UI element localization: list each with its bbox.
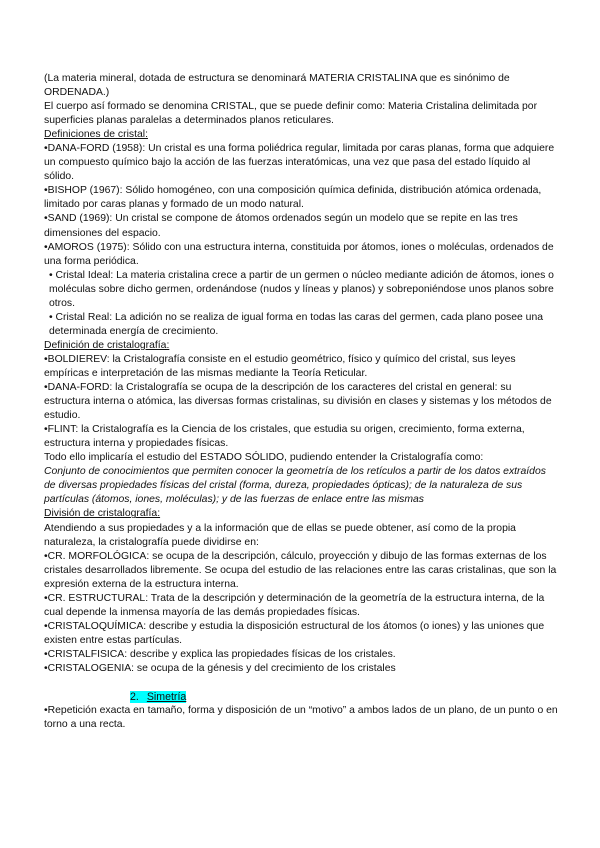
cristal-real: • Cristal Real: La adición no se realiza de igual forma en todas las caras del germen, cada plano posee una determinada energía de crecimiento. bbox=[49, 311, 544, 337]
definition-sand: •SAND (1969): Un cristal se compone de átomos ordenados según un modelo que se repite en las tres dimensiones del espacio. bbox=[44, 213, 518, 239]
definition-amoros: •AMOROS (1975): Sólido con una estructura interna, constituida por átomos, iones o moléculas, ordenados de una forma periódica. bbox=[44, 241, 554, 267]
division-cristalfisica: •CRISTALFISICA: describe y explica las propiedades físicas de los cristales. bbox=[44, 648, 396, 660]
intro-paragraph-cristal: El cuerpo así formado se denomina CRISTAL, que se puede definir como: Materia Cristalina delimitada por superficies planas paralelas a determinados planos reticulares. bbox=[44, 101, 538, 127]
division-morfologica: •CR. MORFOLÓGICA: se ocupa de la descripción, cálculo, proyección y dibujo de las formas externas de los cristales desarrollados libremente. Se ocupa del estudio de las relaciones entre las caras cristalinas, que son la expresión externa de la estructura interna. bbox=[44, 550, 557, 590]
cristal-ideal: • Cristal Ideal: La materia cristalina crece a partir de un germen o núcleo mediante adición de átomos, iones o moléculas sobre dicho germen, ordenándose (nudos y líneas y planos) y sobreponiéndose unos planos sobre otros. bbox=[49, 269, 554, 309]
definition-dana-ford: •DANA-FORD (1958): Un cristal es una forma poliédrica regular, limitada por caras planas, forma que adquiere un compuesto químico bajo la acción de las fuerzas interatómicas, una vez que pasa del estado líquido al sólido. bbox=[44, 143, 555, 183]
section-highlight bbox=[130, 691, 186, 703]
heading-definiciones-cristal: Definiciones de cristal: bbox=[44, 129, 148, 141]
intro-paragraph-materia: (La materia mineral, dotada de estructura se denominará MATERIA CRISTALINA que es sinónimo de ORDENADA.) bbox=[44, 73, 510, 99]
conjunto-italic-paragraph: Conjunto de conocimientos que permiten conocer la geometría de los retículos a partir de los datos extraídos de diversas propiedades físicas del cristal (forma, dureza, propiedades ópticas); de la naturaleza de sus partículas (átomos, iones, moléculas); y de las fuerzas de enlace entre las mismas bbox=[44, 466, 546, 506]
document-page bbox=[44, 72, 559, 732]
division-cristalogenia: •CRISTALOGENIA: se ocupa de la génesis y del crecimiento de los cristales bbox=[44, 662, 396, 674]
atendiendo-paragraph: Atendiendo a sus propiedades y a la información que de ellas se puede obtener, así como de la propia naturaleza, la cristalografía puede dividirse en: bbox=[44, 522, 516, 548]
section-title: Simetría bbox=[146, 691, 187, 704]
section-heading-simetria bbox=[44, 690, 559, 704]
section-number: 2. bbox=[130, 691, 139, 704]
definition-bishop: •BISHOP (1967): Sólido homogéneo, con una composición química definida, distribución atómica ordenada, limitado por caras planas y formado de un modo natural. bbox=[44, 185, 542, 211]
definition-boldierev: •BOLDIEREV: la Cristalografía consiste en el estudio geométrico, físico y químico del cristal, sus leyes empíricas e interpretación de las mismas mediante la Teoría Reticular. bbox=[44, 353, 516, 379]
definition-flint: •FLINT: la Cristalografía es la Ciencia de los cristales, que estudia su origen, crecimiento, forma externa, estructura interna y propiedades físicas. bbox=[44, 424, 525, 450]
simetria-definition: •Repetición exacta en tamaño, forma y disposición de un “motivo” a ambos lados de un plano, de un punto o en torno a una recta. bbox=[44, 705, 558, 731]
definition-dana-ford-cristalografia: •DANA-FORD: la Cristalografía se ocupa de la descripción de los caracteres del cristal en general: su estructura interna o atómica, las diversas formas cristalinas, su división en clases y sistemas y los métodos de estudio. bbox=[44, 382, 552, 422]
division-cristaloquimica: •CRISTALOQUÍMICA: describe y estudia la disposición estructural de los átomos (o iones) y las uniones que existen entre estas partículas. bbox=[44, 620, 545, 646]
heading-division-cristalografia: División de cristalografía: bbox=[44, 508, 161, 520]
heading-definicion-cristalografia: Definición de cristalografía: bbox=[44, 339, 170, 351]
division-estructural: •CR. ESTRUCTURAL: Trata de la descripción y determinación de la geometría de la estructura interna, de la cual depende la inmensa mayoría de las demás propiedades físicas. bbox=[44, 592, 545, 618]
estado-solido-paragraph: Todo ello implicaría el estudio del ESTADO SÓLIDO, pudiendo entender la Cristalografía como: bbox=[44, 452, 484, 464]
spacer bbox=[44, 676, 559, 690]
